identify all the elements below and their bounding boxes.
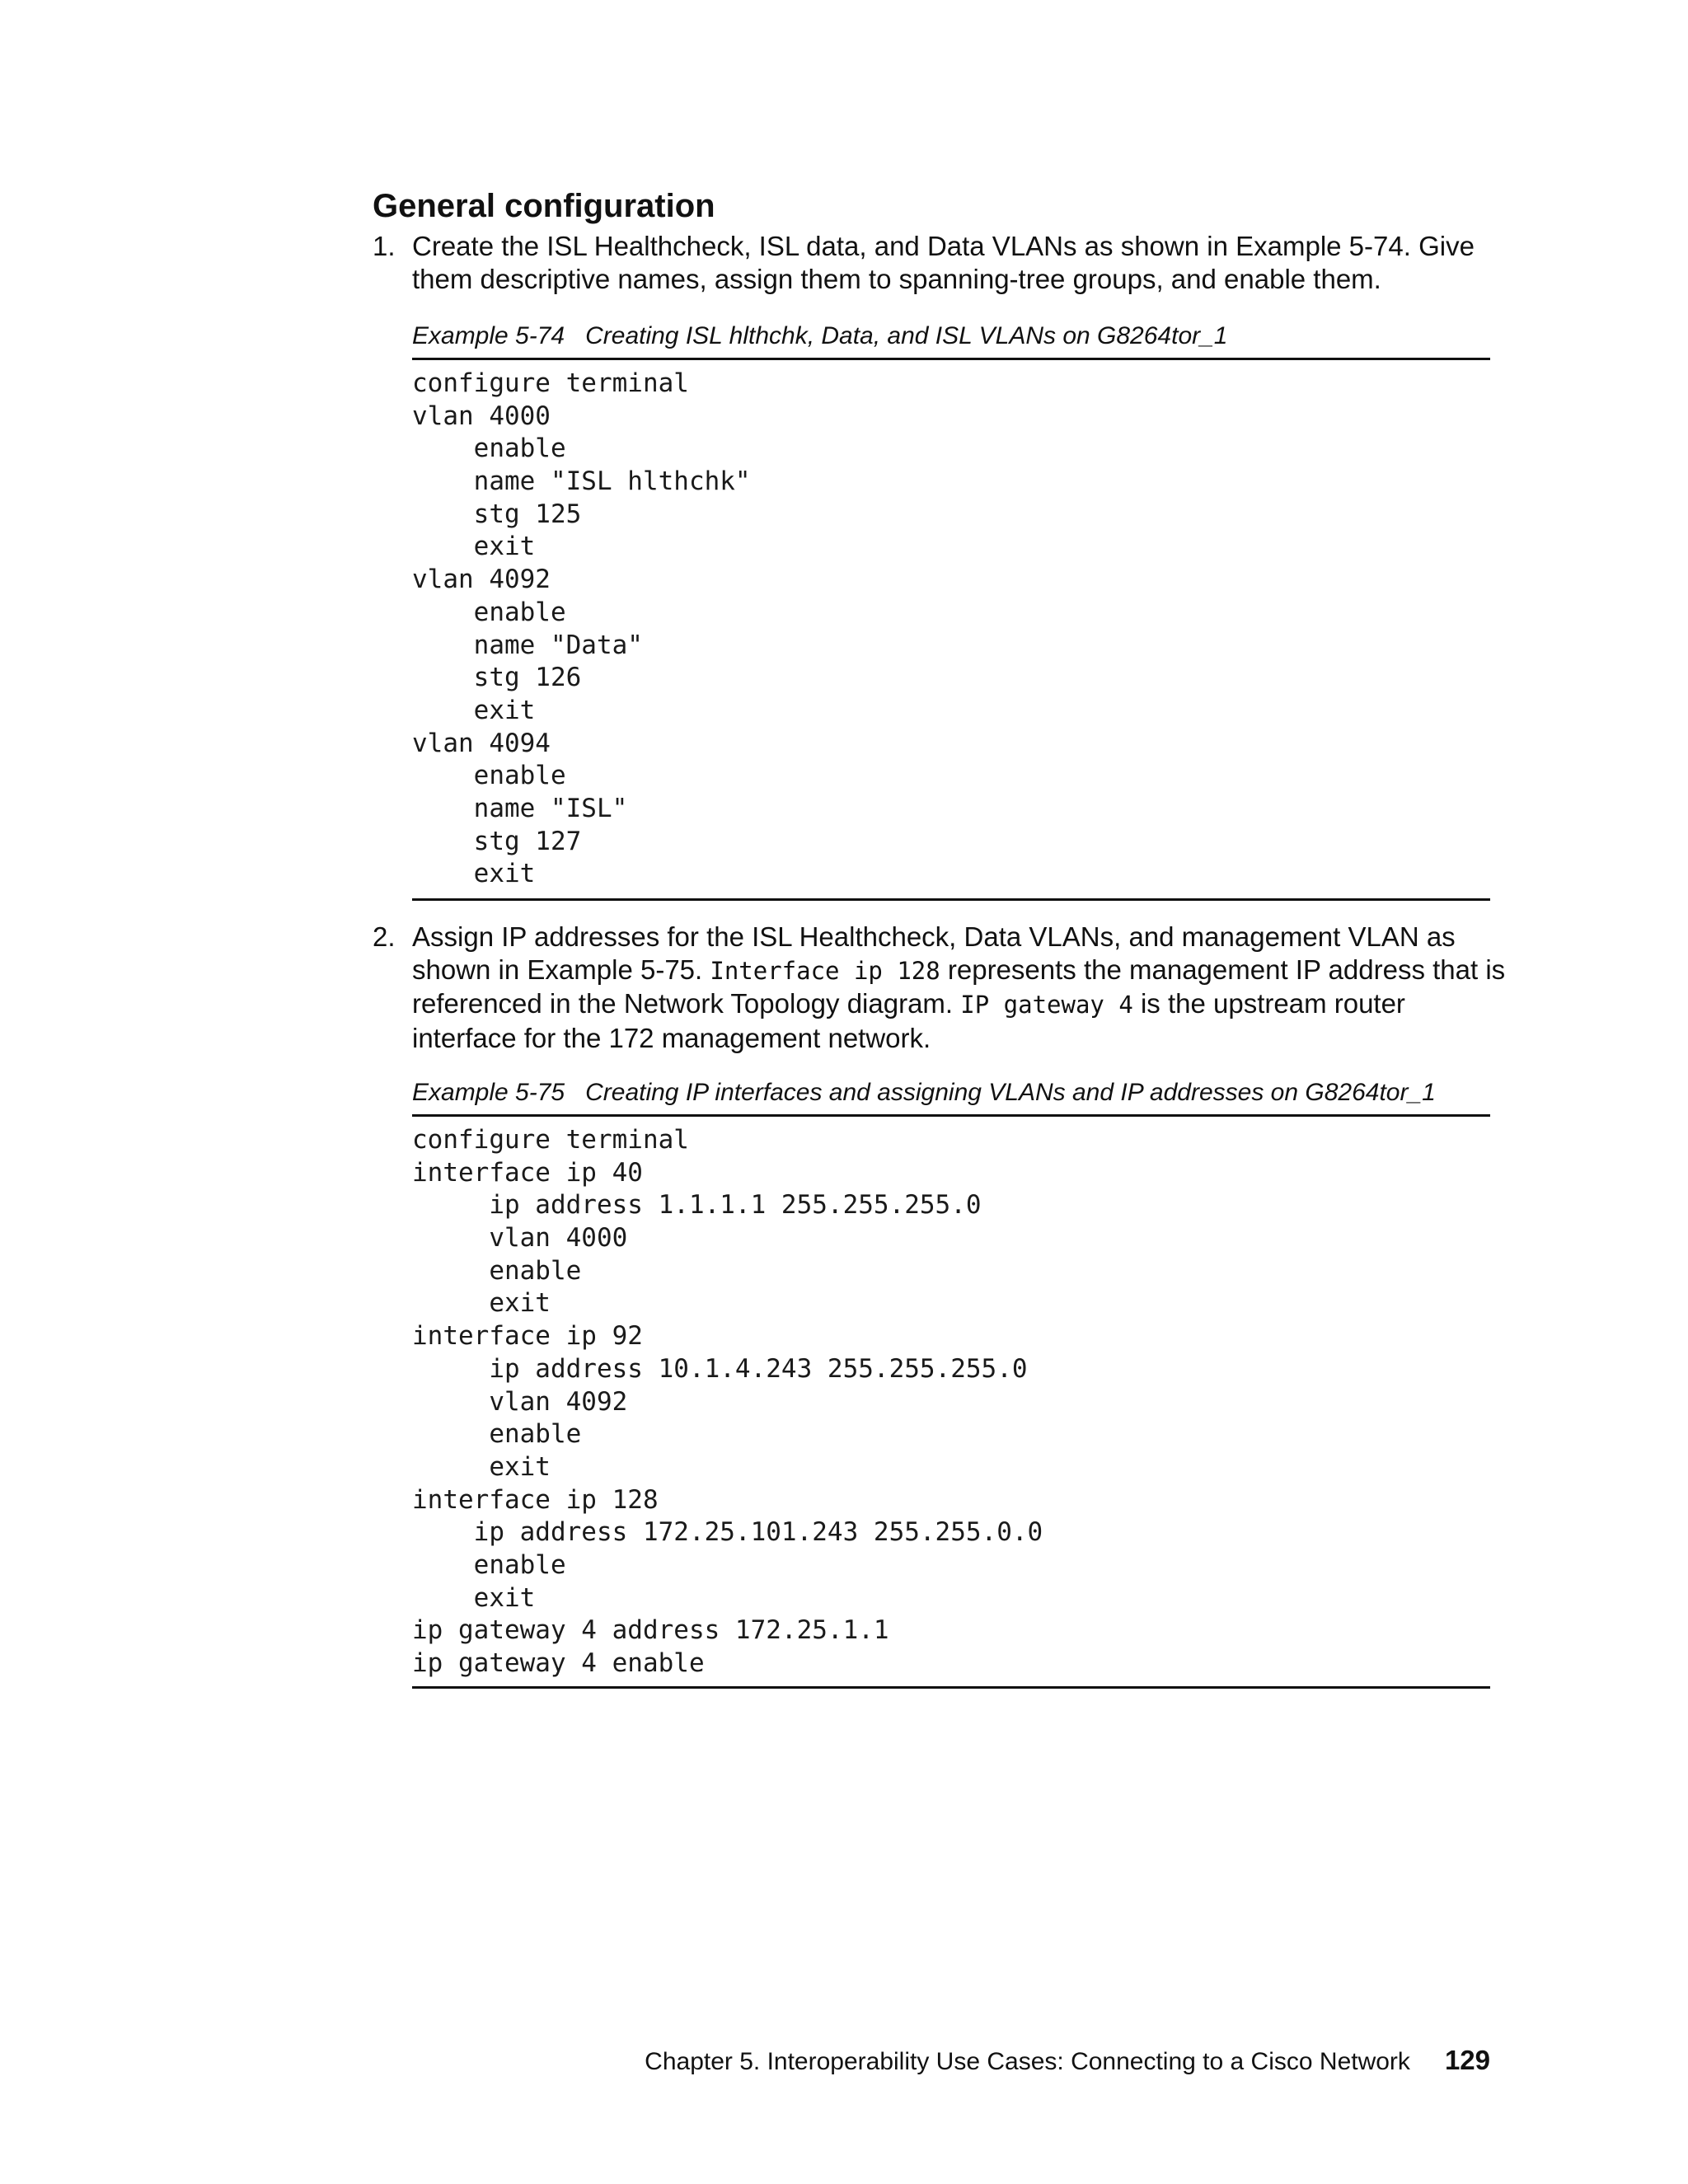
code-line: exit <box>412 1288 551 1319</box>
code-line: vlan 4000 <box>412 1223 628 1254</box>
code-line: ip address 172.25.101.243 255.255.0.0 <box>412 1517 1043 1548</box>
step-line <box>412 230 1493 263</box>
example-top-rule <box>412 1114 1490 1117</box>
code-line: name "ISL" <box>412 793 628 823</box>
step-line <box>412 263 1493 296</box>
step-line <box>412 921 1493 954</box>
step-text <box>412 230 1493 295</box>
example-caption: Example 5-75 Creating IP interfaces and assigning VLANs and IP addresses on G8264tor_1 <box>412 1079 1436 1106</box>
code-line: exit <box>412 1451 551 1482</box>
step-number: 2. <box>373 921 396 952</box>
code-line: vlan 4092 <box>412 1386 628 1417</box>
code-line: ip address 1.1.1.1 255.255.255.0 <box>412 1190 982 1221</box>
step-1 <box>373 230 1493 295</box>
code-line: exit <box>412 1582 536 1613</box>
code-line: exit <box>412 859 536 889</box>
code-block <box>412 1124 1043 1680</box>
example-top-rule <box>412 358 1490 360</box>
code-line: ip address 10.1.4.243 255.255.255.0 <box>412 1353 1028 1384</box>
inline-code: Interface ip 128 <box>710 956 940 985</box>
footer-chapter-title: Chapter 5. Interoperability Use Cases: Connecting to a Cisco Network <box>645 2048 1410 2075</box>
step-text-segment: Assign IP addresses for the ISL Healthcheck, Data VLANs, and management VLAN as <box>412 921 1456 952</box>
code-line: enable <box>412 597 566 627</box>
page-number: 129 <box>1444 2045 1490 2075</box>
code-block <box>412 368 751 891</box>
step-text-segment: interface for the 172 management network. <box>412 1022 931 1053</box>
example-bottom-rule <box>412 898 1490 901</box>
step-text-segment: shown in Example 5-75. <box>412 954 710 985</box>
code-line: configure terminal <box>412 368 689 398</box>
code-line: exit <box>412 532 536 562</box>
code-line: ip gateway 4 address 172.25.1.1 <box>412 1615 889 1646</box>
step-line <box>412 1022 1493 1055</box>
example-caption: Example 5-74 Creating ISL hlthchk, Data, and ISL VLANs on G8264tor_1 <box>412 322 1228 349</box>
code-line: stg 127 <box>412 826 582 856</box>
code-line: exit <box>412 695 536 725</box>
code-line: interface ip 128 <box>412 1484 659 1515</box>
code-line: vlan 4000 <box>412 401 551 431</box>
code-line: stg 125 <box>412 499 582 529</box>
code-line: enable <box>412 1549 566 1580</box>
step-line <box>412 954 1506 988</box>
code-line: vlan 4094 <box>412 728 551 758</box>
code-line: interface ip 92 <box>412 1321 643 1352</box>
code-line: enable <box>412 1419 582 1450</box>
code-line: interface ip 40 <box>412 1157 643 1188</box>
step-text <box>412 921 1506 1054</box>
code-line: stg 126 <box>412 663 582 693</box>
code-line: enable <box>412 434 566 464</box>
section-heading: General configuration <box>373 188 715 224</box>
code-line: ip gateway 4 enable <box>412 1648 705 1678</box>
step-number: 1. <box>373 231 396 261</box>
step-text-segment: them descriptive names, assign them to spanning-tree groups, and enable them. <box>412 263 1381 294</box>
code-line: vlan 4092 <box>412 565 551 595</box>
code-line: enable <box>412 761 566 791</box>
example-bottom-rule <box>412 1686 1490 1689</box>
step-line <box>412 987 1493 1022</box>
code-line: enable <box>412 1255 582 1286</box>
step-2 <box>373 921 1506 1054</box>
code-line: name "Data" <box>412 630 643 660</box>
code-line: configure terminal <box>412 1125 689 1155</box>
step-text-segment: represents the management IP address that is <box>940 954 1506 985</box>
inline-code: IP gateway 4 <box>960 991 1133 1019</box>
step-text-segment: referenced in the Network Topology diagram. <box>412 988 961 1019</box>
step-text-segment: is the upstream router <box>1132 988 1405 1019</box>
step-text-segment: Create the ISL Healthcheck, ISL data, and Data VLANs as shown in Example 5-74. Give <box>412 231 1475 261</box>
page-footer <box>645 2044 1490 2079</box>
code-line: name "ISL hlthchk" <box>412 466 751 497</box>
